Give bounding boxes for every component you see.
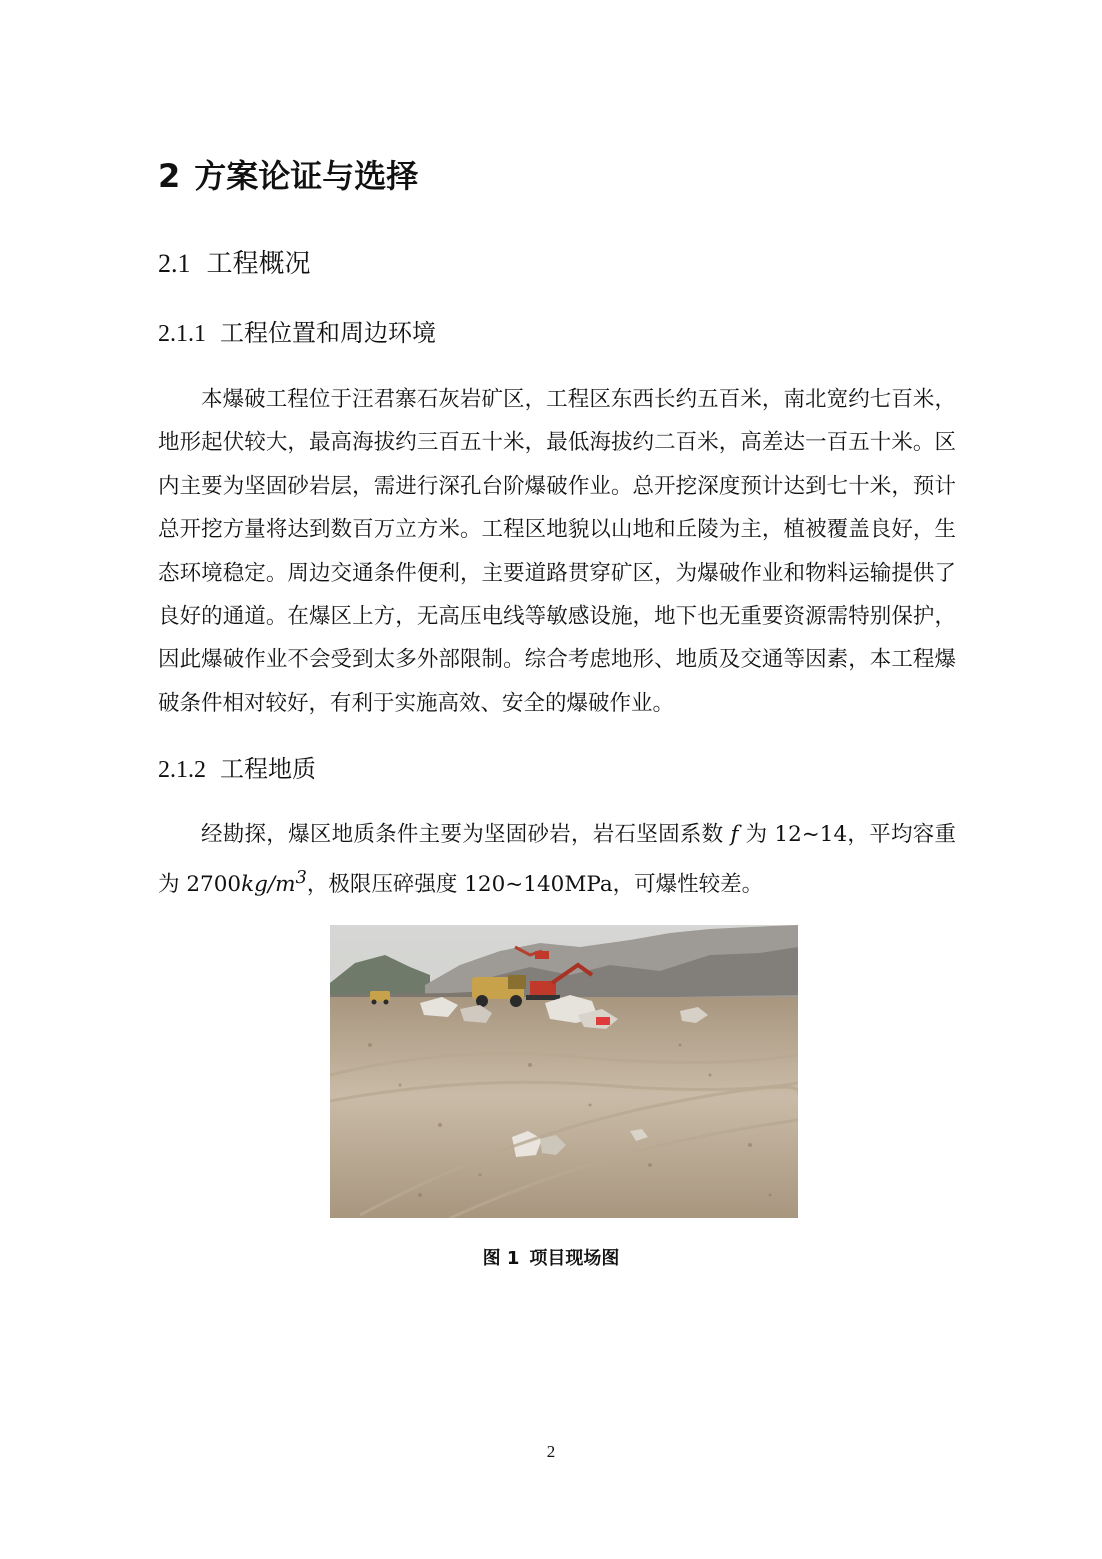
section-title: 工程概况 [206,249,311,279]
section-number: 2.1 [158,249,191,278]
geology-paragraph [158,813,956,907]
geology-text-2: 为 12~14，平均容重为 2700 [158,822,956,898]
subsection-title: 工程地质 [220,755,316,783]
coefficient-symbol: f [730,822,739,847]
section-heading [158,244,311,284]
site-photo-illustration [330,925,798,1218]
chapter-title: 方案论证与选择 [194,157,419,195]
figure-caption-text: 项目现场图 [529,1248,620,1269]
geology-text-3: ，极限压碎强度 120~140MPa，可爆性较差。 [306,872,764,898]
subsection-heading-geology [158,750,316,789]
figure-label: 图 1 [482,1248,520,1269]
figure-caption [0,1244,1102,1274]
subsection-number: 2.1.2 [158,757,206,783]
location-paragraph: 本爆破工程位于汪君寨石灰岩矿区，工程区东西长约五百米，南北宽约七百米，地形起伏较大，最高海拔约三百五十米，最低海拔约二百米，高差达一百五十米。区内主要为坚固砂岩层，需进行深孔台阶爆破作业。总开挖深度预计达到七十米，预计总开挖方量将达到数百万立方米。工程区地貌以山地和丘陵为主，植被覆盖良好，生态环境稳定。周边交通条件便利，主要道路贯穿矿区，为爆破作业和物料运输提供了良好的通道。在爆区上方，无高压电线等敏感设施，地下也无重要资源需特别保护，因此爆破作业不会受到太多外部限制。综合考虑地形、地质及交通等因素，本工程爆破条件相对较好，有利于实施高效、安全的爆破作业。 [158,387,956,716]
chapter-number: 2 [158,157,181,195]
page-number: 2 [546,1442,556,1461]
red-tarp [596,1017,610,1025]
subsection-number: 2.1.1 [158,321,206,347]
density-unit-exponent: 3 [295,867,307,889]
subsection-heading-location [158,314,436,353]
chapter-heading [158,152,418,200]
quarry-floor [330,997,798,1218]
subsection-title: 工程位置和周边环境 [220,319,436,347]
density-unit: kg/m [241,872,296,898]
site-photo [330,925,798,1218]
geology-text-1: 经勘探，爆区地质条件主要为坚固砂岩，岩石坚固系数 [201,822,731,847]
